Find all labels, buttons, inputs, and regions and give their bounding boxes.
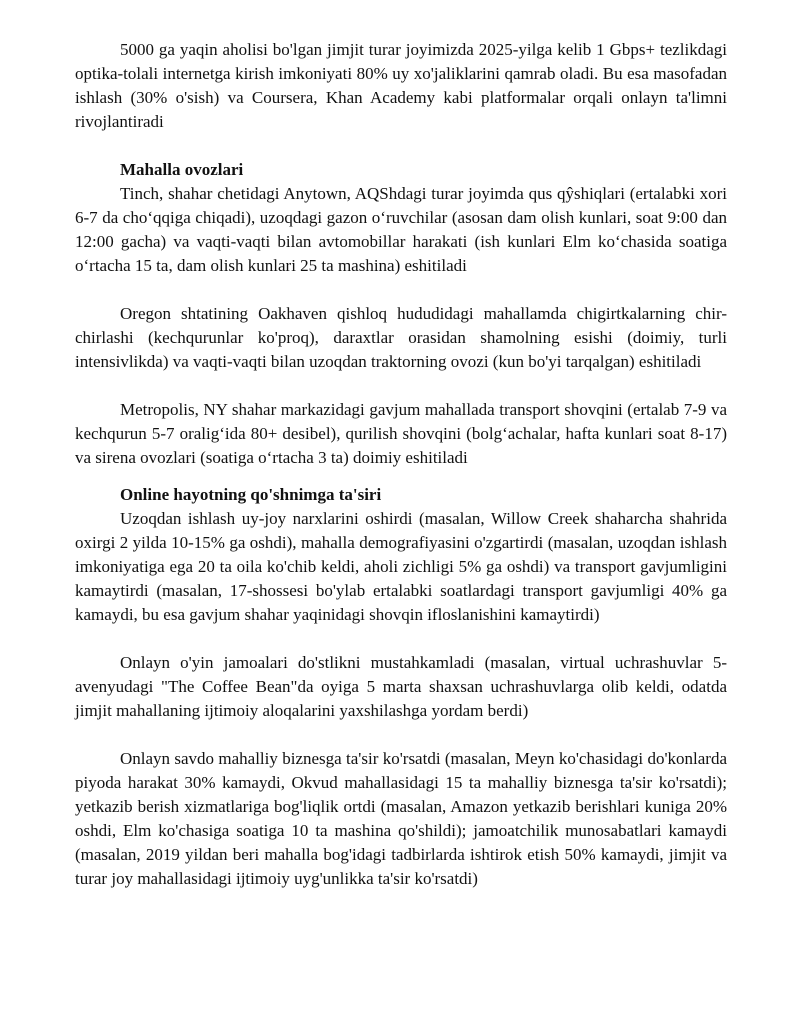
paragraph-online-3: Onlayn savdo mahalliy biznesga ta'sir ko'rsatdi (masalan, Meyn ko'chasidagi do'konlarda piyoda harakat 30% kamaydi, Okvud mahallasidagi 15 ta mahalliy biznesga ta'sir ko'rsatdi); yetkazib berish xizmatlariga bog'liqlik ortdi (masalan, Amazon yetkazib berishlari kuniga 20% oshdi, Elm ko'chasiga soatiga 10 ta mashina qo'shildi); jamoatchilik munosabatlari kamaydi (masalan, 2019 yildan beri mahalla bog'idagi tadbirlarda ishtirok etish 50% kamaydi, jimjit va turar joy mahallasidagi ijtimoiy uyg'unlikka ta'sir ko'rsatdi) bbox=[75, 749, 727, 888]
spacer bbox=[75, 278, 727, 302]
paragraph-online-1: Uzoqdan ishlash uy-joy narxlarini oshirdi (masalan, Willow Creek shaharcha shahrida oxirgi 2 yilda 10-15% ga oshdi), mahalla demografiyasini o'zgartirdi (masalan, uzoqdan ishlash imkoniyatiga ega 20 ta oila ko'chib keldi, aholi zichligi 5% ga oshdi) va transport gavjumligini kamaytirdi (masalan, 17-shossesi bo'ylab ertalabki soatlardagi transport gavjumligi 40% ga kamaydi, bu esa gavjum shahar yaqinidagi shovqin ifloslanishini kamaytirdi) bbox=[75, 509, 727, 624]
paragraph-sounds-3: Metropolis, NY shahar markazidagi gavjum mahallada transport shovqini (ertalab 7-9 va kechqurun 5-7 oralig‘ida 80+ desibel), qurilish shovqini (bolg‘achalar, hafta kunlari soat 8-17) va sirena ovozlari (soatiga o‘rtacha 3 ta) doimiy eshitiladi bbox=[75, 400, 727, 467]
paragraph-online-2: Onlayn o'yin jamoalari do'stlikni mustahkamladi (masalan, virtual uchrashuvlar 5-avenyudagi "The Coffee Bean"da oyiga 5 marta shaxsan uchrashuvlarga olib keldi, odatda jimjit mahallaning ijtimoiy aloqalarini yaxshilashga yordam berdi) bbox=[75, 653, 727, 720]
intro-paragraph: 5000 ga yaqin aholisi bo'lgan jimjit turar joyimizda 2025-yilga kelib 1 Gbps+ tezlikdagi optika-tolali internetga kirish imkoniyati 80% uy xo'jaliklarini qamrab oladi. Bu esa masofadan ishlash (30% o'sish) va Coursera, Khan Academy kabi platformalar orqali onlayn ta'limni rivojlantiradi bbox=[75, 40, 727, 131]
spacer bbox=[75, 627, 727, 651]
paragraph-sounds-2: Oregon shtatining Oakhaven qishloq hududidagi mahallamda chigirtkalarning chir-chirlashi (kechqurunlar ko'proq), daraxtlar orasidan shamolning esishi (doimiy, turli intensivlikda) va vaqti-vaqti bilan uzoqdan traktorning ovozi (kun bo'yi tarqalgan) eshitiladi bbox=[75, 304, 727, 371]
document-page bbox=[75, 38, 727, 891]
spacer bbox=[75, 374, 727, 398]
section-heading-online: Online hayotning qo'shnimga ta'siri bbox=[120, 485, 382, 504]
spacer bbox=[75, 470, 727, 483]
paragraph-sounds-1: Tinch, shahar chetidagi Anytown, AQShdagi turar joyimda qus qŷshiqlari (ertalabki xori 6-7 da cho‘qqiga chiqadi), uzoqdagi gazon o‘ruvchilar (asosan dam olish kunlari, soat 9:00 dan 12:00 gacha) va vaqti-vaqti bilan avtomobillar harakati (ish kunlari Elm ko‘chasida soatiga o‘rtacha 15 ta, dam olish kunlari 25 ta mashina) eshitiladi bbox=[75, 184, 727, 275]
spacer bbox=[75, 723, 727, 747]
spacer bbox=[75, 134, 727, 158]
section-heading-sounds: Mahalla ovozlari bbox=[120, 160, 244, 179]
